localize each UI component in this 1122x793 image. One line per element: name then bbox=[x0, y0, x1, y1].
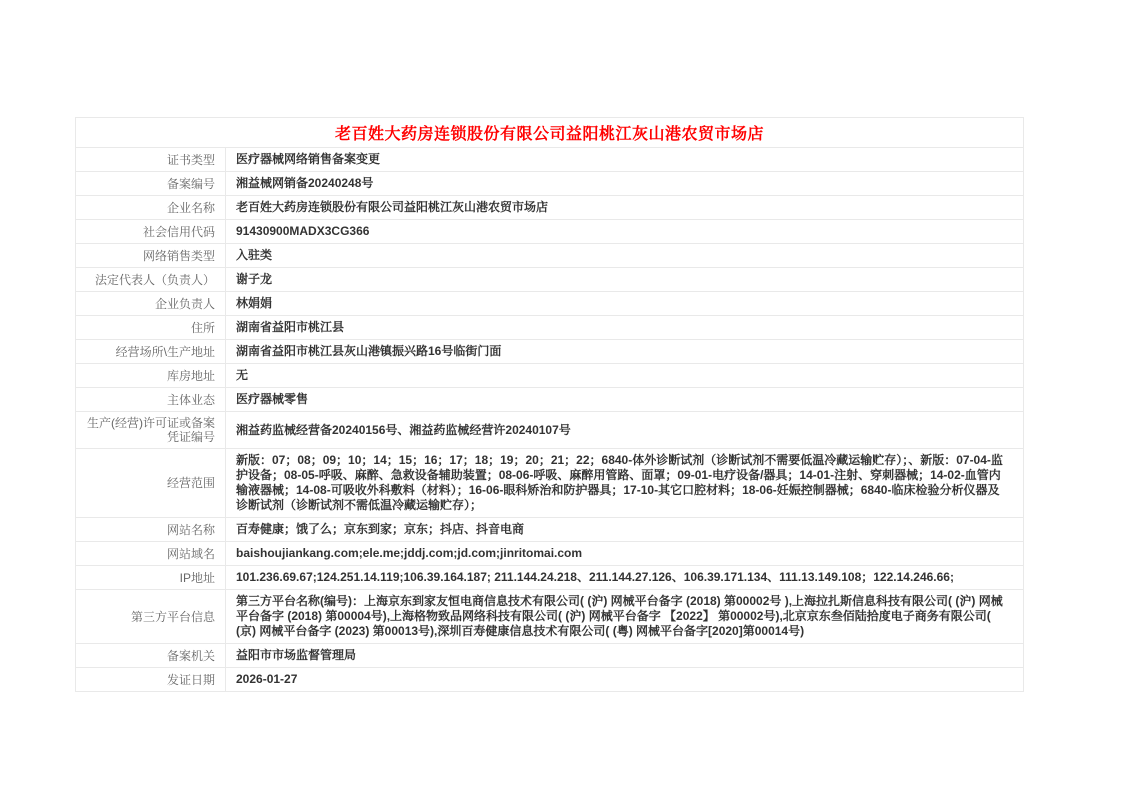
row-label: 经营场所\生产地址 bbox=[76, 340, 226, 363]
table-row bbox=[76, 518, 1023, 542]
row-value: 老百姓大药房连锁股份有限公司益阳桃江灰山港农贸市场店 bbox=[236, 200, 549, 214]
table-row bbox=[76, 590, 1023, 644]
row-value: 101.236.69.67;124.251.14.119;106.39.164.187; 211.144.24.218、211.144.27.126、106.39.171.134、111.13.149.108；122.14.246.66; bbox=[236, 570, 954, 584]
row-label: 发证日期 bbox=[76, 668, 226, 691]
row-value: 湖南省益阳市桃江县 bbox=[236, 320, 345, 334]
row-value: 医疗器械网络销售备案变更 bbox=[236, 152, 381, 166]
table-row bbox=[76, 668, 1023, 692]
row-label: 生产(经营)许可证或备案凭证编号 bbox=[76, 412, 226, 448]
row-label: 经营范围 bbox=[76, 449, 226, 517]
row-label: 法定代表人（负责人） bbox=[76, 268, 226, 291]
row-label: 企业负责人 bbox=[76, 292, 226, 315]
row-value: 湖南省益阳市桃江县灰山港镇振兴路16号临街门面 bbox=[236, 344, 502, 358]
row-value: 益阳市市场监督管理局 bbox=[236, 648, 357, 662]
table-row bbox=[76, 172, 1023, 196]
table-row bbox=[76, 268, 1023, 292]
table-row bbox=[76, 148, 1023, 172]
table-row bbox=[76, 316, 1023, 340]
table-row bbox=[76, 244, 1023, 268]
table-row bbox=[76, 449, 1023, 518]
row-label: 住所 bbox=[76, 316, 226, 339]
row-label: 主体业态 bbox=[76, 388, 226, 411]
row-value: 林娟娟 bbox=[236, 296, 273, 310]
row-value: baishoujiankang.com;ele.me;jddj.com;jd.com;jinritomai.com bbox=[236, 546, 583, 560]
row-label: 证书类型 bbox=[76, 148, 226, 171]
row-value: 91430900MADX3CG366 bbox=[236, 224, 370, 238]
row-value: 医疗器械零售 bbox=[236, 392, 309, 406]
row-label: 备案机关 bbox=[76, 644, 226, 667]
title-row bbox=[76, 118, 1023, 148]
page-title: 老百姓大药房连锁股份有限公司益阳桃江灰山港农贸市场店 bbox=[334, 126, 764, 143]
row-label: 第三方平台信息 bbox=[76, 590, 226, 643]
row-label: 企业名称 bbox=[76, 196, 226, 219]
row-value: 百寿健康；饿了么；京东到家；京东；抖店、抖音电商 bbox=[236, 522, 525, 536]
row-label: 备案编号 bbox=[76, 172, 226, 195]
row-value: 入驻类 bbox=[236, 248, 273, 262]
table-row bbox=[76, 196, 1023, 220]
table-row bbox=[76, 566, 1023, 590]
row-label: 网络销售类型 bbox=[76, 244, 226, 267]
table-row bbox=[76, 220, 1023, 244]
row-value: 新版：07；08；09；10；14；15；16；17；18；19；20；21；22；6840-体外诊断试剂（诊断试剂不需要低温冷藏运输贮存）；、新版：07-04-监护设备；08-05-呼吸、麻醉、急救设备辅助装置；08-06-呼吸、麻醉用管路、面罩；09-01-电疗设备/器具；14-01-注射、穿刺器械；14-02-血管内输液器械；14-08-可吸收外科敷料（材料）；16-06-眼科矫治和防护器具；17-10-其它口腔材料；18-06-妊娠控制器械；6840-临床检验分析仪器及诊断试剂（诊断试剂不需低温冷藏运输贮存）； bbox=[236, 453, 1003, 512]
certificate-field-list bbox=[76, 148, 1023, 692]
certificate-document bbox=[75, 117, 1024, 692]
row-value: 湘益械网销备20240248号 bbox=[236, 176, 374, 190]
row-value: 谢子龙 bbox=[236, 272, 273, 286]
table-row bbox=[76, 364, 1023, 388]
row-value: 2026-01-27 bbox=[236, 672, 298, 686]
row-label: 社会信用代码 bbox=[76, 220, 226, 243]
row-value: 第三方平台名称(编号)：上海京东到家友恒电商信息技术有限公司( (沪) 网械平台备字 (2018) 第00002号 ),上海拉扎斯信息科技有限公司( (沪) 网械平台备字 (2018) 第00004号),上海格物致品网络科技有限公司( (沪) 网械平台备字 【2022】 第00002号),北京京东叁佰陆拾度电子商务有限公司( (京) 网械平台备字 (2023) 第00013号),深圳百寿健康信息技术有限公司( (粤) 网械平台备字[2020]第00014号) bbox=[236, 594, 1003, 638]
table-row bbox=[76, 388, 1023, 412]
table-row bbox=[76, 412, 1023, 449]
row-label: IP地址 bbox=[76, 566, 226, 589]
row-value: 无 bbox=[236, 368, 249, 382]
row-label: 库房地址 bbox=[76, 364, 226, 387]
row-label: 网站名称 bbox=[76, 518, 226, 541]
row-value: 湘益药监械经营备20240156号、湘益药监械经营许20240107号 bbox=[236, 422, 571, 437]
row-label: 网站域名 bbox=[76, 542, 226, 565]
table-row bbox=[76, 340, 1023, 364]
table-row bbox=[76, 644, 1023, 668]
table-row bbox=[76, 542, 1023, 566]
table-row bbox=[76, 292, 1023, 316]
